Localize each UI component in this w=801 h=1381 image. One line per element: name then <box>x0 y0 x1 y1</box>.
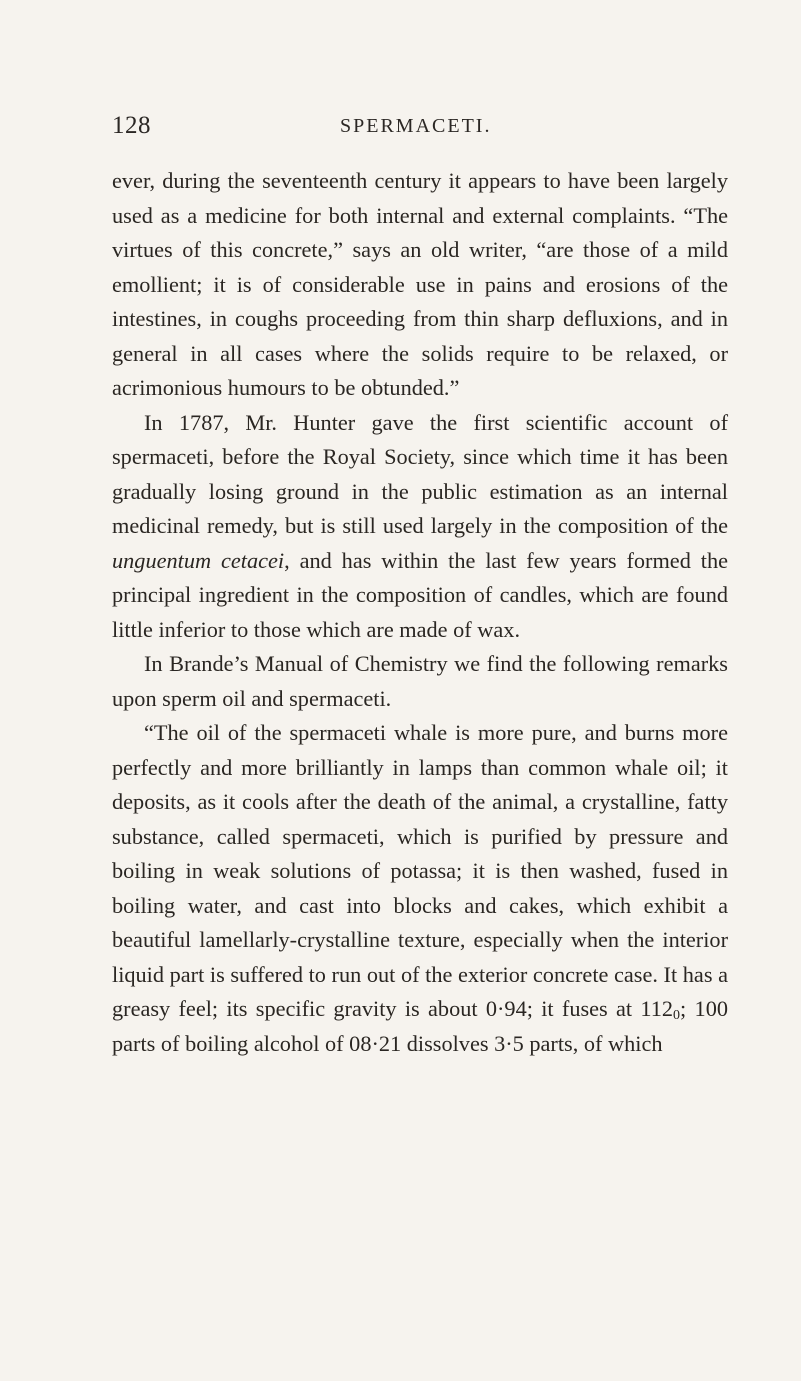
body-text <box>112 164 728 1061</box>
running-head: SPERMACETI. <box>340 115 492 137</box>
paragraph-2 <box>112 406 728 648</box>
paragraph-3: In Brande’s Manual of Chemistry we find the following remarks upon sperm oil and spermaceti. <box>112 651 728 711</box>
paragraph-4-text-a: “The oil of the spermaceti whale is more pure, and burns more perfectly and more brilliantly in lamps than common whale oil; it deposits, as it cools after the death of the animal, a crystalline, fatty substance, called spermaceti, which is purified by pressure and boiling in weak solutions of potassa; it is then washed, fused in boiling water, and cast into blocks and cakes, which exhibit a beautiful lamellarly-crystalline texture, especially when the interior liquid part is suffered to run out of the exterior concrete case. It has a greasy feel; its specific gravity is about 0·94; it fuses at 112 <box>112 720 728 1021</box>
paragraph-2-text-a: In 1787, Mr. Hunter gave the first scientific account of spermaceti, before the Royal Society, since which time it has been gradually losing ground in the public estimation as an internal medicinal remedy, but is still used largely in the composition of the <box>112 409 728 538</box>
paragraph-4-subscript: 0 <box>673 1008 681 1023</box>
paragraph-1: ever, during the seventeenth century it appears to have been largely used as a medicine for both internal and external complaints. “The virtues of this concrete,” says an old writer, “are those of a mild emollient; it is of considerable use in pains and erosions of the intestines, in coughs proceeding from thin sharp defluxions, and in general in all cases where the solids require to be relaxed, or acrimonious humours to be obtunded.” <box>112 168 728 400</box>
paragraph-4-text-b: ; 100 parts of boiling alcohol of 08·21 dissolves 3·5 parts, of which <box>112 996 728 1056</box>
page-number: 128 <box>112 112 151 139</box>
paragraph-2-text-b: , and has within the last few years formed the principal ingredient in the composition of candles, which are found little inferior to those which are made of wax. <box>112 547 728 642</box>
page-header <box>112 112 728 148</box>
paragraph-2-italic-term: unguentum cetacei <box>112 547 285 573</box>
paragraph-4 <box>112 716 728 1061</box>
